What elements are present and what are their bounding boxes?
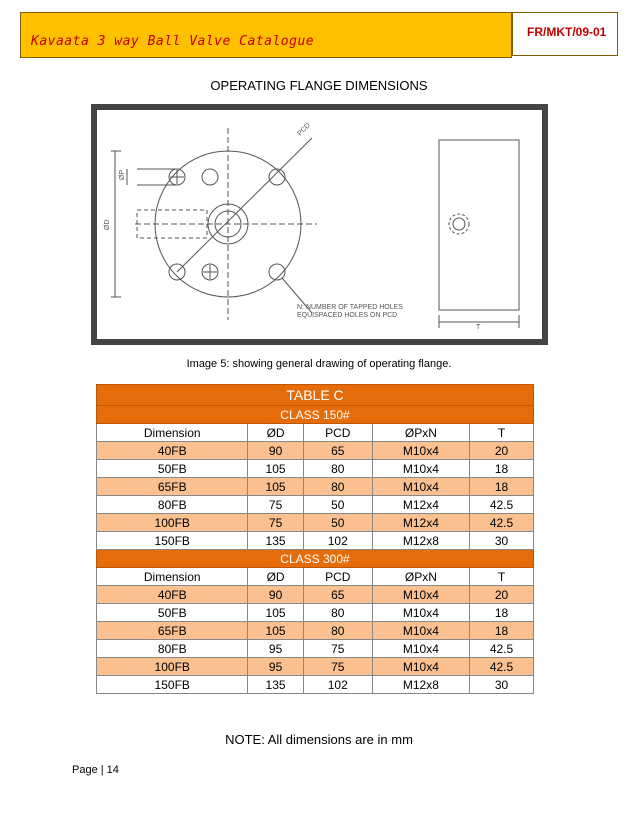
table-cell: 20 bbox=[470, 586, 534, 604]
table-cell: 42.5 bbox=[470, 496, 534, 514]
table-cell: 80FB bbox=[97, 640, 248, 658]
table-cell: M10x4 bbox=[372, 622, 469, 640]
bolt-hole bbox=[202, 169, 218, 185]
image-caption: Image 5: showing general drawing of operating flange. bbox=[186, 358, 452, 370]
dp-label: ØP bbox=[119, 169, 126, 180]
table-cell: ØPxN bbox=[372, 568, 469, 586]
table-row bbox=[97, 442, 534, 460]
table-cell: 50 bbox=[303, 496, 372, 514]
t-label: T bbox=[476, 324, 481, 331]
table-cell: 105 bbox=[248, 478, 303, 496]
table-cell: Dimension bbox=[97, 568, 248, 586]
page-header bbox=[20, 12, 618, 58]
table-cell: 30 bbox=[470, 532, 534, 550]
table-cell: 80 bbox=[303, 460, 372, 478]
table-cell: 95 bbox=[248, 640, 303, 658]
table-cell: 102 bbox=[303, 532, 372, 550]
doc-code: FR/MKT/09-01 bbox=[527, 25, 607, 39]
table-cell: ØD bbox=[248, 568, 303, 586]
flange-drawing bbox=[97, 110, 542, 339]
table-cell: 80 bbox=[303, 604, 372, 622]
table-cell: 65 bbox=[303, 586, 372, 604]
header-code-box bbox=[512, 12, 618, 56]
table-cell: 100FB bbox=[97, 514, 248, 532]
table-row bbox=[97, 514, 534, 532]
dimensions-table bbox=[96, 384, 534, 694]
table-cell: 42.5 bbox=[470, 640, 534, 658]
table-cell: 90 bbox=[248, 442, 303, 460]
pcd-label: PCD bbox=[296, 122, 312, 138]
table-cell: 30 bbox=[470, 676, 534, 694]
note-line-2: EQUISPACED HOLES ON PCD bbox=[297, 312, 398, 319]
flange-drawing-svg bbox=[97, 110, 542, 339]
table-cell: 65FB bbox=[97, 478, 248, 496]
table-cell: 42.5 bbox=[470, 658, 534, 676]
table-cell: 150FB bbox=[97, 676, 248, 694]
table-header-row bbox=[97, 424, 534, 442]
table-cell: ØD bbox=[248, 424, 303, 442]
table-cell: 135 bbox=[248, 532, 303, 550]
table-row bbox=[97, 496, 534, 514]
bolt-hole bbox=[269, 169, 285, 185]
table-cell: 80FB bbox=[97, 496, 248, 514]
table-cell: 80 bbox=[303, 622, 372, 640]
dimensions-note: NOTE: All dimensions are in mm bbox=[225, 732, 413, 747]
table-cell: 95 bbox=[248, 658, 303, 676]
table-cell: M12x4 bbox=[372, 514, 469, 532]
table-cell: 40FB bbox=[97, 442, 248, 460]
table-cell: 90 bbox=[248, 586, 303, 604]
table-title-row bbox=[97, 385, 534, 406]
table-row bbox=[97, 532, 534, 550]
table-row bbox=[97, 640, 534, 658]
table-cell: M10x4 bbox=[372, 442, 469, 460]
table-cell: 150FB bbox=[97, 532, 248, 550]
table-cell: 18 bbox=[470, 478, 534, 496]
table-row bbox=[97, 478, 534, 496]
table-cell: M12x8 bbox=[372, 676, 469, 694]
table-class-row bbox=[97, 406, 534, 424]
table-cell: 20 bbox=[470, 442, 534, 460]
table-row bbox=[97, 658, 534, 676]
table-cell: M12x8 bbox=[372, 532, 469, 550]
table-row bbox=[97, 460, 534, 478]
table-row bbox=[97, 586, 534, 604]
table-cell: CLASS 150# bbox=[97, 406, 534, 424]
od-label: ØD bbox=[104, 219, 111, 230]
table-cell: CLASS 300# bbox=[97, 550, 534, 568]
note-line-1: N: NUMBER OF TAPPED HOLES bbox=[297, 304, 403, 311]
table-cell: M10x4 bbox=[372, 640, 469, 658]
side-view-rect bbox=[439, 140, 519, 310]
table-cell: 42.5 bbox=[470, 514, 534, 532]
section-title: OPERATING FLANGE DIMENSIONS bbox=[210, 78, 428, 93]
table-row bbox=[97, 676, 534, 694]
table-cell: M10x4 bbox=[372, 658, 469, 676]
table-row bbox=[97, 622, 534, 640]
table-class-row bbox=[97, 550, 534, 568]
table-cell: M10x4 bbox=[372, 604, 469, 622]
table-cell: 80 bbox=[303, 478, 372, 496]
table-header-row bbox=[97, 568, 534, 586]
header-title-box bbox=[20, 12, 512, 58]
table-cell: 75 bbox=[303, 640, 372, 658]
table-cell: 102 bbox=[303, 676, 372, 694]
table-cell: M10x4 bbox=[372, 586, 469, 604]
page-number: Page | 14 bbox=[72, 764, 119, 776]
table-cell: 105 bbox=[248, 622, 303, 640]
table-cell: T bbox=[470, 424, 534, 442]
table-cell: 65 bbox=[303, 442, 372, 460]
flange-drawing-frame bbox=[91, 104, 548, 345]
table-cell: M10x4 bbox=[372, 460, 469, 478]
table-cell: Dimension bbox=[97, 424, 248, 442]
table-cell: 105 bbox=[248, 460, 303, 478]
table-cell: 75 bbox=[248, 496, 303, 514]
table-cell: 50FB bbox=[97, 460, 248, 478]
table-cell: 75 bbox=[248, 514, 303, 532]
table-cell: 75 bbox=[303, 658, 372, 676]
table-cell: 18 bbox=[470, 622, 534, 640]
table-cell: PCD bbox=[303, 568, 372, 586]
table-cell: 50 bbox=[303, 514, 372, 532]
table-cell: 40FB bbox=[97, 586, 248, 604]
table-cell: M10x4 bbox=[372, 478, 469, 496]
table-cell: 18 bbox=[470, 460, 534, 478]
table-cell: M12x4 bbox=[372, 496, 469, 514]
header-title: Kavaata 3 way Ball Valve Catalogue bbox=[31, 34, 315, 49]
table-cell: T bbox=[470, 568, 534, 586]
table-cell: 100FB bbox=[97, 658, 248, 676]
table-cell: 105 bbox=[248, 604, 303, 622]
table-cell: PCD bbox=[303, 424, 372, 442]
table-cell: 65FB bbox=[97, 622, 248, 640]
table-cell: 135 bbox=[248, 676, 303, 694]
table-cell: 18 bbox=[470, 604, 534, 622]
table-cell: 50FB bbox=[97, 604, 248, 622]
table-row bbox=[97, 604, 534, 622]
table-cell: ØPxN bbox=[372, 424, 469, 442]
table-cell: TABLE C bbox=[97, 385, 534, 406]
